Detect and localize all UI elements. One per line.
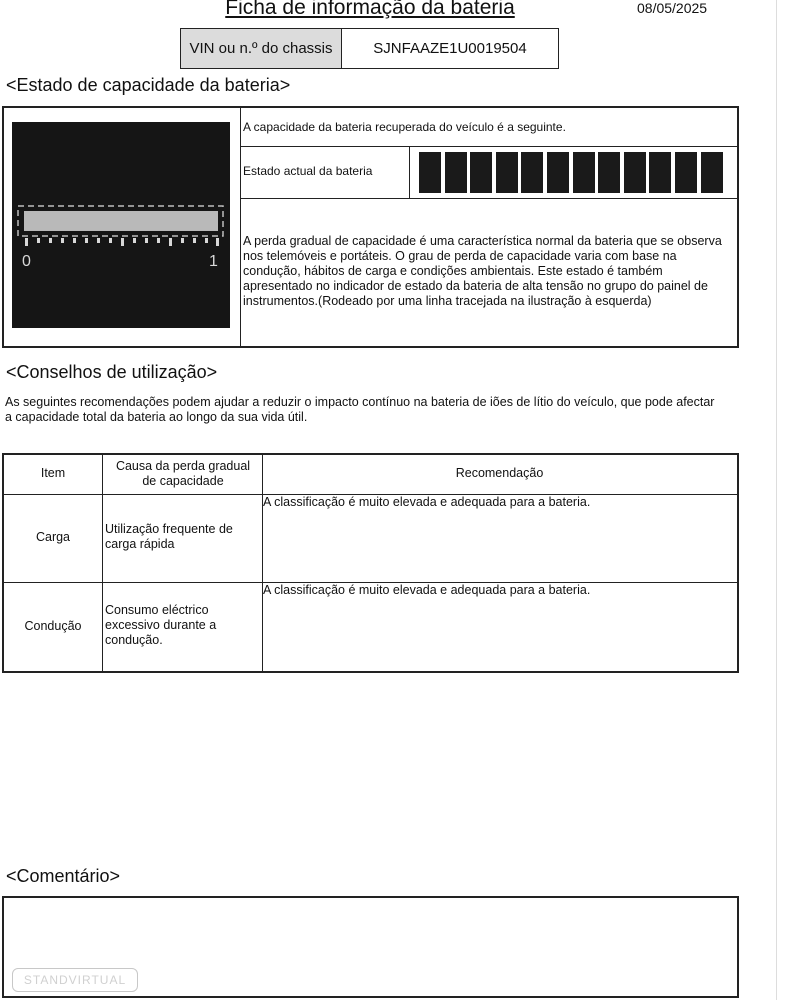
header-item: Item <box>40 466 66 480</box>
gauge-max-label: 1 <box>209 253 218 270</box>
comment-section-title: <Comentário> <box>6 866 121 886</box>
state-label: Estado actual da bateria <box>243 164 373 178</box>
row-1-recommendation: A classificação é muito elevada e adequada para a bateria. <box>263 495 591 509</box>
capacity-bar-segment <box>419 152 441 193</box>
watermark-logo: STANDVIRTUAL <box>12 968 138 992</box>
capacity-intro: A capacidade da bateria recuperada do veículo é a seguinte. <box>243 120 566 134</box>
row-2-cause: Consumo eléctrico excessivo durante a condução. <box>105 603 217 647</box>
scan-edge <box>776 0 777 1000</box>
capacity-description: A perda gradual de capacidade é uma característica normal da bateria que se observa nos telemóveis e portáteis. O grau de perda de capacidade varia com base na condução, hábitos de carga e condições ambientais. Este estado é também apresentado no indicador de estado da bateria de alta tensão no grupo do painel de instrumentos.(Rodeado por uma linha tracejada na ilustração à esquerda) <box>243 234 722 308</box>
page-title: Ficha de informação da bateria <box>225 0 515 19</box>
capacity-bar-segment <box>573 152 595 193</box>
capacity-bar-segment <box>547 152 569 193</box>
capacity-bar-segment <box>649 152 671 193</box>
capacity-section-title: <Estado de capacidade da bateria> <box>6 75 291 95</box>
row-1-item: Carga <box>35 530 71 544</box>
capacity-bar-segment <box>521 152 543 193</box>
advice-intro: As seguintes recomendações podem ajudar a reduzir o impacto contínuo na bateria de iões de lítio do veículo, que pode afectar a capacidade total da bateria ao longo da sua vida útil. <box>5 395 715 424</box>
capacity-bar-segment <box>624 152 646 193</box>
row-1-cause: Utilização frequente de carga rápida <box>105 522 233 551</box>
row-2-item: Condução <box>24 619 82 633</box>
capacity-bar-segment <box>598 152 620 193</box>
gauge-min-label: 0 <box>22 253 31 270</box>
comment-text <box>4 898 737 910</box>
recommendation-table <box>2 453 739 673</box>
vin-label: VIN ou n.º do chassis <box>181 29 342 68</box>
report-date: 08/05/2025 <box>637 0 708 16</box>
capacity-bar-segment <box>445 152 467 193</box>
capacity-info <box>240 106 738 346</box>
capacity-bar-segment <box>470 152 492 193</box>
capacity-bar-segment <box>496 152 518 193</box>
battery-gauge-icon <box>12 122 230 328</box>
header-recommendation: Recomendação <box>455 466 544 480</box>
gauge-illustration <box>12 122 230 328</box>
row-2-recommendation: A classificação é muito elevada e adequada para a bateria. <box>263 583 591 597</box>
capacity-bar-segment <box>701 152 723 193</box>
vin-box <box>180 28 559 69</box>
advice-section-title: <Conselhos de utilização> <box>6 362 218 382</box>
header-cause: Causa da perda gradual de capacidade <box>115 459 251 488</box>
capacity-bar-segment <box>675 152 697 193</box>
vin-value: SJNFAAZE1U0019504 <box>373 40 527 57</box>
